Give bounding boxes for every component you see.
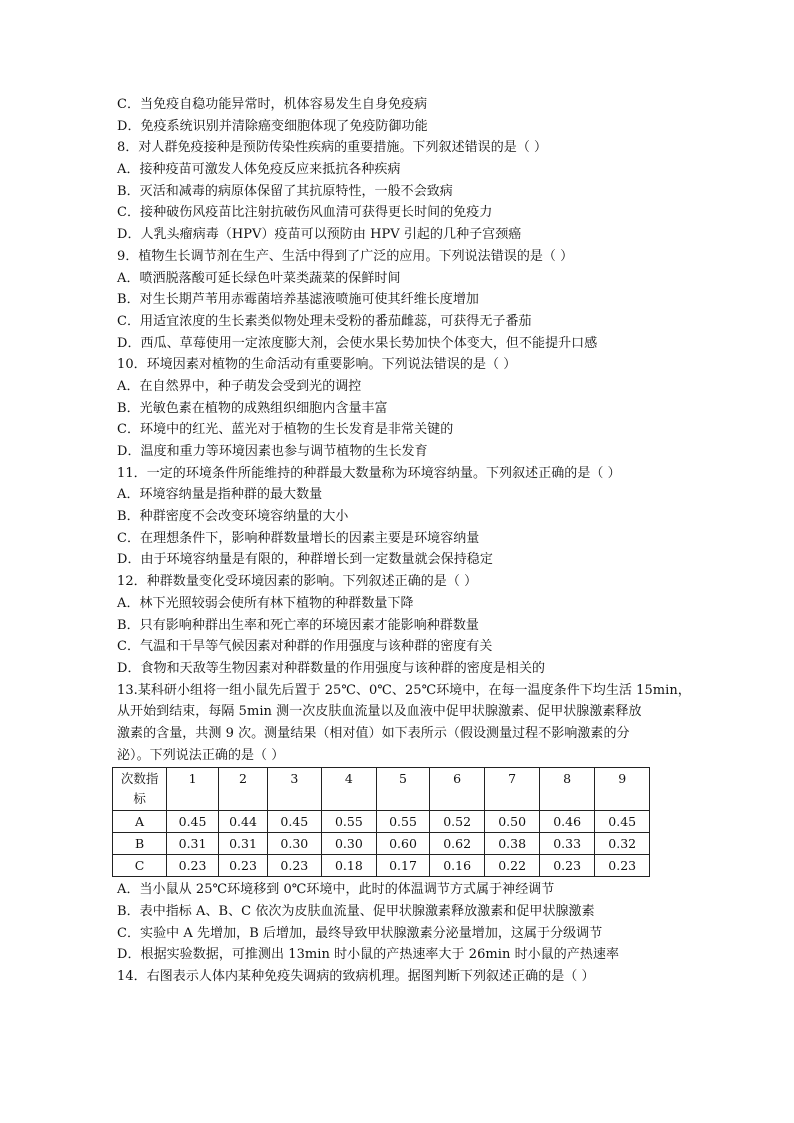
text-line: C．环境中的红光、蓝光对于植物的生长发育是非常关键的	[117, 422, 454, 438]
table-cell: 0.44	[218, 811, 267, 833]
table-cell: 0.46	[539, 811, 594, 833]
table-cell: 0.23	[268, 855, 322, 877]
column-header: 5	[377, 768, 430, 811]
table-cell: 0.30	[268, 833, 322, 855]
text-line: B．表中指标 A、B、C 依次为皮肤血流量、促甲状腺激素释放激素和促甲状腺激素	[117, 904, 595, 919]
text-line: A．环境容纳量是指种群的最大数量	[117, 487, 323, 503]
text-line: C．实验中 A 先增加，B 后增加，最终导致甲状腺激素分泌量增加，这属于分级调节	[117, 925, 603, 941]
table-cell: 0.23	[595, 855, 650, 877]
column-header: 9	[595, 768, 650, 811]
text-line: D．食物和天敌等生物因素对种群数量的作用强度与该种群的密度是相关的	[117, 660, 546, 676]
column-header: 3	[268, 768, 322, 811]
text-line: B．光敏色素在植物的成熟组织细胞内含量丰富	[117, 400, 388, 416]
data-table-wrapper	[112, 767, 650, 877]
text-line: D．温度和重力等环境因素也参与调节植物的生长发育	[117, 444, 428, 459]
table-cell: 0.62	[429, 833, 484, 855]
document-page	[117, 94, 691, 988]
table-cell: 0.55	[321, 811, 376, 833]
text-line: C．用适宜浓度的生长素类似物处理未受粉的番茄雌蕊，可获得无子番茄	[117, 313, 532, 329]
table-cell: 0.55	[377, 811, 430, 833]
table-cell: 0.38	[485, 833, 540, 855]
text-line: A．喷洒脱落酸可延长绿色叶菜类蔬菜的保鲜时间	[117, 270, 401, 286]
column-header: 7	[485, 768, 540, 811]
text-line: 8．对人群免疫接种是预防传染性疾病的重要措施。下列叙述错误的是（ ）	[117, 140, 548, 156]
text-line: C．在理想条件下，影响种群数量增长的因素主要是环境容纳量	[117, 530, 480, 546]
table-cell: 0.23	[539, 855, 594, 877]
text-line: B．灭活和减毒的病原体保留了其抗原特性，一般不会致病	[117, 183, 453, 199]
text-line: 12．种群数量变化受环境因素的影响。下列叙述正确的是（ ）	[117, 574, 478, 590]
text-line: D．由于环境容纳量是有限的，种群增长到一定数量就会保持稳定	[117, 552, 493, 568]
table-cell: 0.33	[539, 833, 594, 855]
table-row	[113, 855, 650, 877]
text-line: C．接种破伤风疫苗比注射抗破伤风血清可获得更长时间的免疫力	[117, 205, 493, 221]
corner-header-line1: 次数指	[120, 771, 159, 787]
text-line: B．种群密度不会改变环境容纳量的大小	[117, 509, 349, 525]
column-header: 8	[539, 768, 594, 811]
text-line: D．根据实验数据，可推测出 13min 时小鼠的产热速率大于 26min 时小鼠的产热速率	[117, 947, 620, 963]
text-line: A．林下光照较弱会使所有林下植物的种群数量下降	[117, 595, 414, 611]
table-cell: 0.31	[167, 833, 219, 855]
table-cell: 0.45	[595, 811, 650, 833]
text-line: C．气温和干旱等气候因素对种群的作用强度与该种群的密度有关	[117, 639, 493, 655]
table-row	[113, 811, 650, 833]
text-line: B．只有影响种群出生率和死亡率的环境因素才能影响种群数量	[117, 617, 479, 633]
table-cell: 0.31	[218, 833, 267, 855]
text-line: 11．一定的环境条件所能维持的种群最大数量称为环境容纳量。下列叙述正确的是（ ）	[117, 465, 621, 481]
table-cell: 0.18	[321, 855, 376, 877]
text-line: 9．植物生长调节剂在生产、生活中得到了广泛的应用。下列说法错误的是（ ）	[117, 248, 574, 264]
text-line: 从开始到结束，每隔 5min 测一次皮肤血流量以及血液中促甲状腺激素、促甲状腺激素释放	[117, 704, 642, 720]
table-cell: 0.23	[218, 855, 267, 877]
text-line: A．接种疫苗可激发人体免疫反应来抵抗各种疾病	[117, 162, 401, 178]
table-cell: 0.22	[485, 855, 540, 877]
column-header: 2	[218, 768, 267, 811]
table-cell: 0.23	[167, 855, 219, 877]
column-header: 4	[321, 768, 376, 811]
measurement-table	[112, 767, 650, 877]
table-cell: 0.45	[268, 811, 322, 833]
text-line: 激素的含量，共测 9 次。测量结果（相对值）如下表所示（假设测量过程不影响激素的分	[117, 725, 630, 741]
row-label: A	[113, 811, 167, 833]
text-line: B．对生长期芦苇用赤霉菌培养基滤液喷施可使其纤维长度增加	[117, 292, 479, 308]
table-header-row	[113, 768, 650, 811]
table-cell: 0.45	[167, 811, 219, 833]
table-row	[113, 833, 650, 855]
table-cell: 0.52	[429, 811, 484, 833]
table-cell: 0.17	[377, 855, 430, 877]
question-text-block	[117, 94, 691, 766]
text-line: 14．右图表示人体内某种免疫失调病的致病机理。据图判断下列叙述正确的是（ ）	[117, 969, 595, 985]
corner-header-line2: 标	[133, 791, 146, 807]
row-label: C	[113, 855, 167, 877]
table-cell: 0.16	[429, 855, 484, 877]
text-line: D．免疫系统识别并清除癌变细胞体现了免疫防御功能	[117, 118, 428, 134]
answer-options-block	[117, 879, 677, 987]
column-header: 1	[167, 768, 219, 811]
text-line: 13.某科研小组将一组小鼠先后置于 25℃、0℃、25℃环境中，在每一温度条件下均生活 15min，	[117, 682, 691, 698]
text-line: 泌）。下列说法正确的是（ ）	[117, 747, 285, 763]
column-header: 6	[429, 768, 484, 811]
text-line: C．当免疫自稳功能异常时，机体容易发生自身免疫病	[117, 97, 428, 112]
text-line: A．当小鼠从 25℃环境移到 0℃环境中，此时的体温调节方式属于神经调节	[117, 882, 555, 898]
table-cell: 0.30	[321, 833, 376, 855]
row-label: B	[113, 833, 167, 855]
text-line: 10．环境因素对植物的生命活动有重要影响。下列说法错误的是（ ）	[117, 357, 517, 373]
text-line: D．西瓜、草莓使用一定浓度膨大剂，会使水果长势加快个体变大，但不能提升口感	[117, 335, 598, 351]
table-corner-header	[113, 768, 167, 811]
table-cell: 0.60	[377, 833, 430, 855]
table-cell: 0.32	[595, 833, 650, 855]
table-cell: 0.50	[485, 811, 540, 833]
text-line: A．在自然界中，种子萌发会受到光的调控	[117, 378, 362, 394]
text-line: D．人乳头瘤病毒（HPV）疫苗可以预防由 HPV 引起的几种子宫颈癌	[117, 227, 522, 243]
